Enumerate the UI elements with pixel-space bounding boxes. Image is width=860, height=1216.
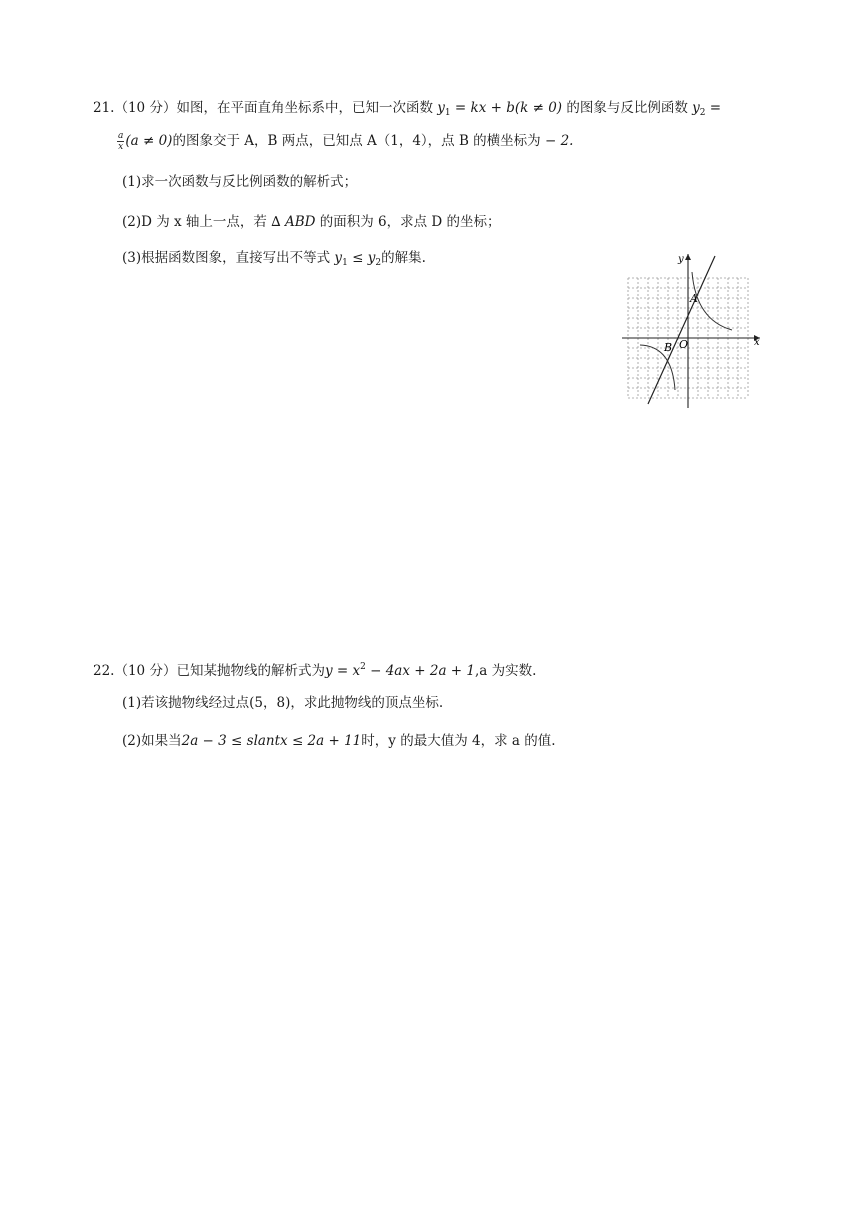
q21-linear-fn: $y_1$ = kx + b(k ≠ 0): [437, 100, 563, 118]
q21-part3-a: (3)根据函数图象，直接写出不等式: [122, 250, 331, 266]
q21-part2-a: (2)D 为 x 轴上一点，若: [122, 214, 267, 230]
y-axis-arrow: [685, 254, 691, 260]
q21-line1: [93, 98, 721, 123]
q22-stem-end: ,a 为实数.: [475, 663, 537, 679]
q21-coordinate-figure: [620, 250, 768, 408]
label-B: B: [664, 341, 673, 354]
label-A: A: [690, 292, 698, 305]
q22-line1: [93, 657, 536, 681]
q21-inequality: $y_1 \le y_2$: [334, 250, 382, 268]
q22-part2: [122, 731, 556, 751]
hyperbola-branch-1: [692, 272, 732, 330]
q21-stem-text: 21.（10 分）如图，在平面直角坐标系中，已知一次函数: [93, 100, 433, 116]
q21-part1: (1)求一次函数与反比例函数的解析式；: [122, 174, 358, 190]
q21-line2: [117, 131, 573, 152]
q22-part2-b: 时，y 的最大值为 4，求 a 的值.: [361, 733, 556, 749]
q21-part2-b: 的面积为 6，求点 D 的坐标；: [319, 214, 501, 230]
label-O: O: [679, 338, 689, 351]
q21-part3-b: 的解集.: [381, 250, 426, 266]
q22-part2-a: (2)如果当: [122, 733, 182, 749]
q22-parabola: $y = x^2 - 4ax + 2a + 1$: [324, 662, 475, 679]
q21-b-abscissa: − 2.: [540, 133, 574, 149]
label-y: y: [678, 254, 684, 265]
q21-inverse-fn: $y_2$ =: [692, 100, 722, 118]
q21-part2: [122, 212, 501, 232]
label-x: x: [754, 337, 760, 348]
q21-part3: [122, 248, 426, 273]
q22-part1: (1)若该抛物线经过点(5，8)，求此抛物线的顶点坐标.: [122, 695, 444, 711]
q21-fraction: $\frac{a}{x}$: [118, 131, 124, 152]
q21-stem-text2: 的图象交于 A，B 两点，已知点 A（1，4），点 B 的横坐标为: [172, 133, 541, 149]
q21-stem-mid: 的图象与反比例函数: [566, 100, 688, 116]
q22-stem: 22.（10 分）已知某抛物线的解析式为: [93, 663, 325, 679]
q22-interval: 2a − 3 ≤ slantx ≤ 2a + 11: [181, 733, 362, 749]
q21-triangle: ∆ ABD: [266, 214, 320, 230]
q21-condition: (a ≠ 0): [125, 133, 173, 149]
